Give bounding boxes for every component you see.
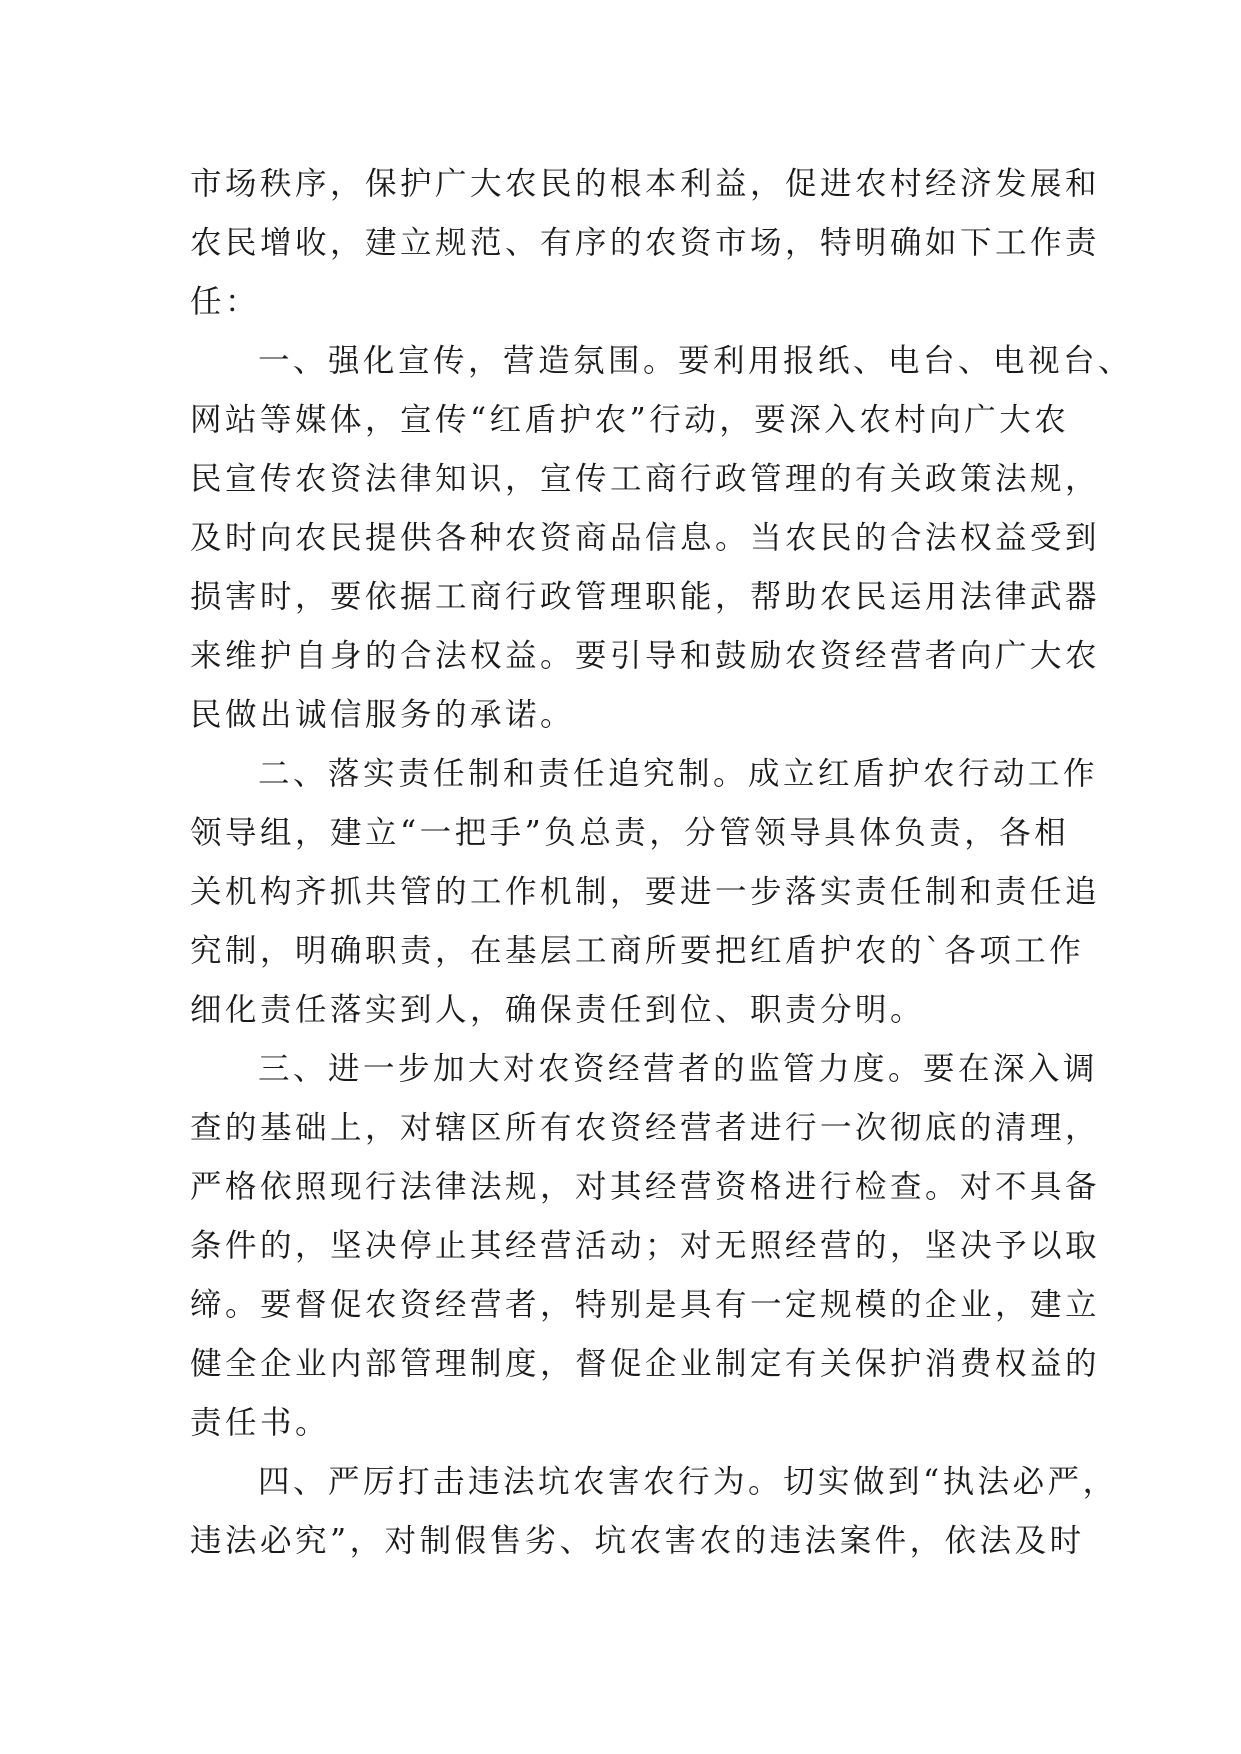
- text-line: 来维护自身的合法权益。要引导和鼓励农资经营者向广大农: [190, 638, 1101, 674]
- section-heading-line: 一、强化宣传，营造氛围。要利用报纸、电台、电视台、: [258, 343, 1134, 379]
- section-heading-line: 四、严厉打击违法坑农害农行为。切实做到“执法必严，: [258, 1464, 1118, 1500]
- text-line: 损害时，要依据工商行政管理职能，帮助农民运用法律武器: [190, 579, 1101, 615]
- text-line: 严格依照现行法律法规，对其经营资格进行检查。对不具备: [190, 1169, 1101, 1205]
- text-line: 农民增收，建立规范、有序的农资市场，特明确如下工作责: [190, 225, 1101, 261]
- text-line: 领导组，建立“一把手”负总责，分管领导具体负责，各相: [190, 815, 1070, 851]
- section-heading-line: 三、进一步加大对农资经营者的监管力度。要在深入调: [258, 1051, 1099, 1087]
- text-line: 网站等媒体，宣传“红盾护农”行动，要深入农村向广大农: [190, 402, 1070, 438]
- text-line: 民做出诚信服务的承诺。: [190, 697, 576, 733]
- text-line: 健全企业内部管理制度，督促企业制定有关保护消费权益的: [190, 1346, 1101, 1382]
- text-line: 任：: [190, 284, 261, 320]
- text-line: 市场秩序，保护广大农民的根本利益，促进农村经济发展和: [190, 166, 1101, 202]
- text-line: 条件的，坚决停止其经营活动；对无照经营的，坚决予以取: [190, 1228, 1101, 1264]
- text-line: 查的基础上，对辖区所有农资经营者进行一次彻底的清理，: [190, 1110, 1101, 1146]
- text-line: 究制，明确职责，在基层工商所要把红盾护农的`各项工作: [190, 933, 1085, 969]
- text-line: 违法必究”，对制假售劣、坑农害农的违法案件，依法及时: [190, 1523, 1085, 1559]
- text-line: 关机构齐抓共管的工作机制，要进一步落实责任制和责任追: [190, 874, 1101, 910]
- text-line: 民宣传农资法律知识，宣传工商行政管理的有关政策法规，: [190, 461, 1101, 497]
- text-line: 缔。要督促农资经营者，特别是具有一定规模的企业，建立: [190, 1287, 1101, 1323]
- body-text: [190, 155, 1134, 1571]
- section-heading-line: 二、落实责任制和责任追究制。成立红盾护农行动工作: [258, 756, 1099, 792]
- text-line: 细化责任落实到人，确保责任到位、职责分明。: [190, 992, 926, 1028]
- text-line: 及时向农民提供各种农资商品信息。当农民的合法权益受到: [190, 520, 1101, 556]
- text-line: 责任书。: [190, 1405, 331, 1441]
